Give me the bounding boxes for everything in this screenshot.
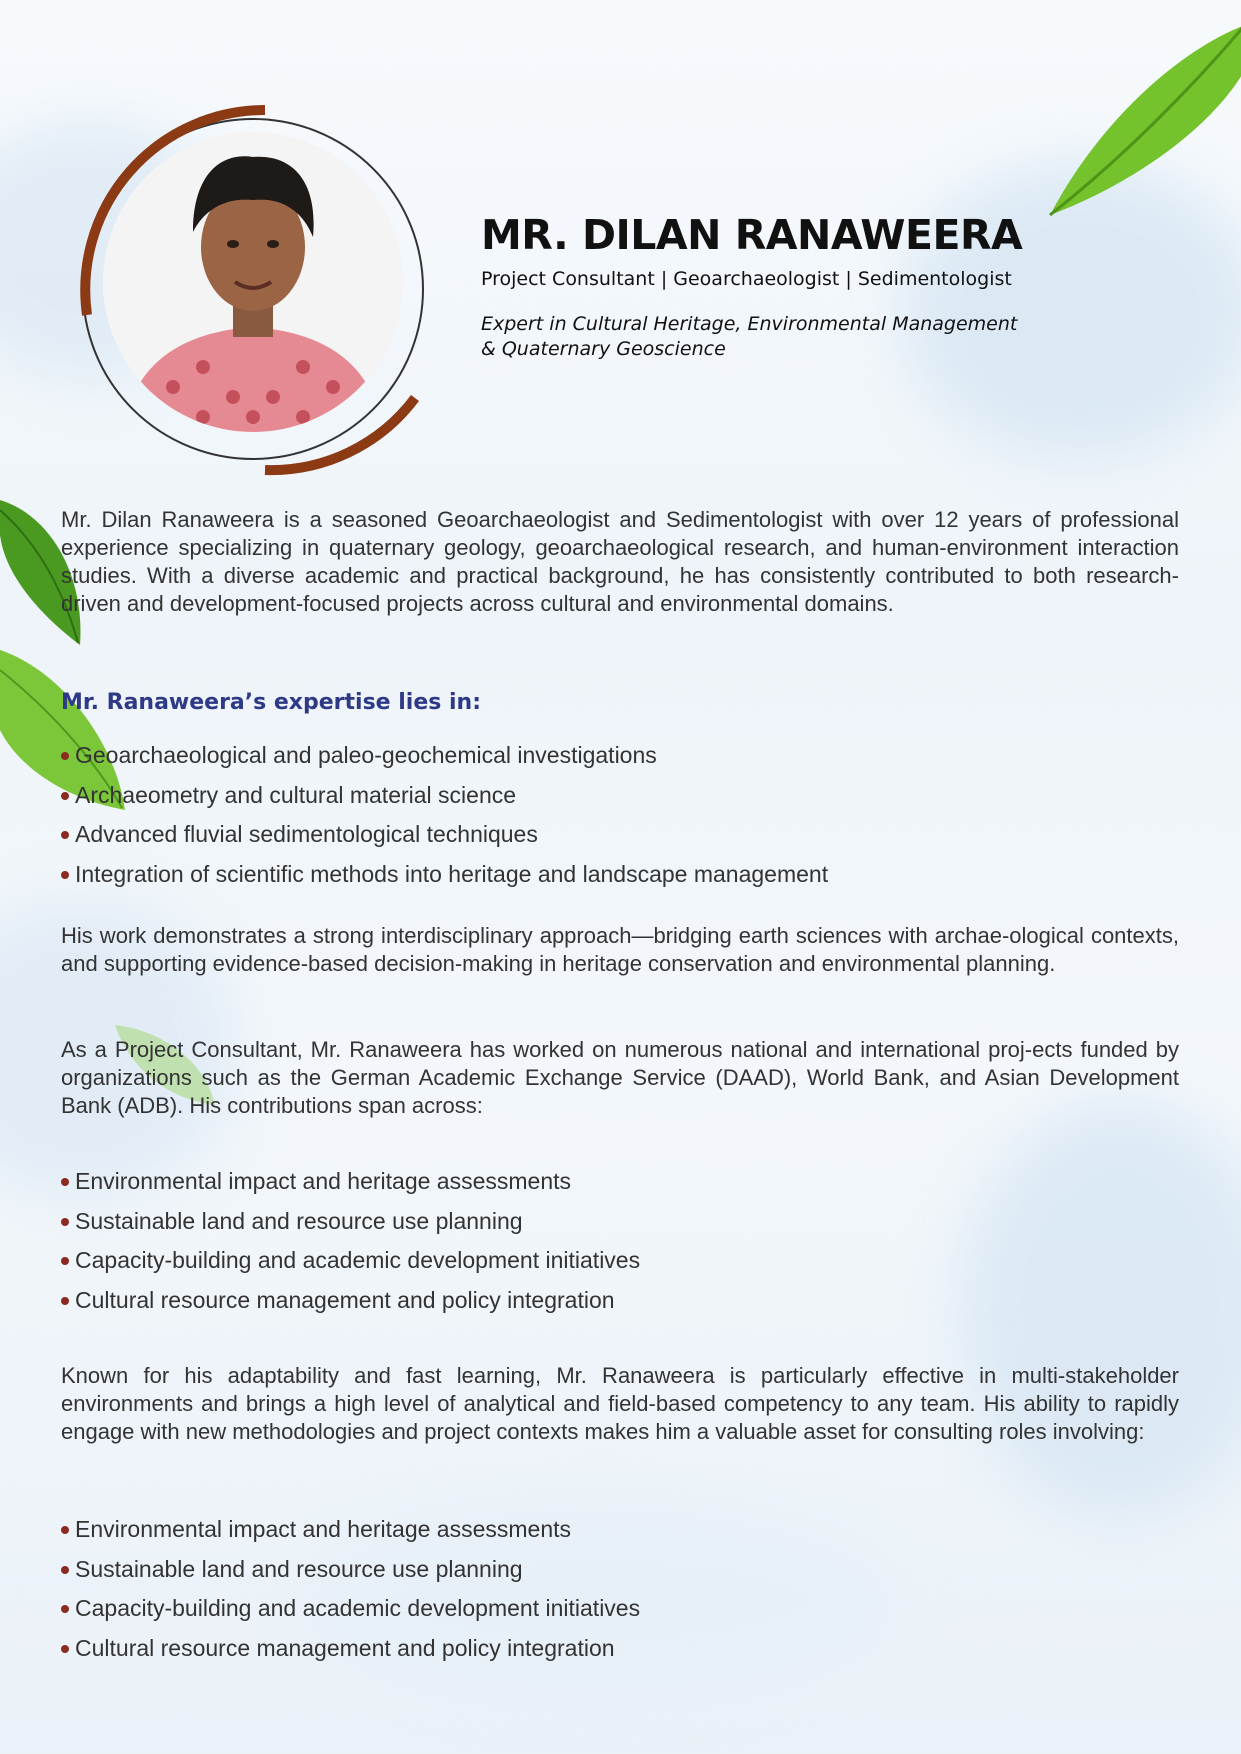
profile-header [481, 210, 1081, 362]
list-item: Geoarchaeological and paleo-geochemical investigations [61, 736, 1179, 776]
consultant-paragraph: As a Project Consultant, Mr. Ranaweera has worked on numerous national and international proj-ects funded by organizations such as the German Academic Exchange Service (DAAD), World Bank, and Asian Development Bank (ADB). His contributions span across: [61, 1037, 1179, 1118]
list-item: Integration of scientific methods into heritage and landscape management [61, 855, 1179, 895]
person-roles: Project Consultant | Geoarchaeologist | Sedimentologist [481, 268, 1012, 290]
list-item: Environmental impact and heritage assessments [61, 1162, 1179, 1202]
profile-photo [103, 132, 403, 432]
expertise-list-wrap [61, 736, 1179, 894]
intro-paragraph: Mr. Dilan Ranaweera is a seasoned Geoarchaeologist and Sedimentologist with over 12 years of professional experience specializing in quaternary geology, geoarchaeological research, and human-environment interaction studies. With a diverse academic and practical background, he has consistently contributed to both research-driven and development-focused projects across cultural and environmental domains. [61, 507, 1179, 616]
adaptability-paragraph: Known for his adaptability and fast learning, Mr. Ranaweera is particularly effective in multi-stakeholder environments and brings a high level of analytical and field-based competency to any team. His ability to rapidly engage with new methodologies and project contexts makes him a valuable asset for consulting roles involving: [61, 1363, 1179, 1444]
adaptability-section [61, 1362, 1179, 1446]
list-item: Capacity-building and academic development initiatives [61, 1241, 1179, 1281]
person-tagline [481, 312, 1081, 362]
expertise-list [61, 736, 1179, 894]
list-item: Sustainable land and resource use planning [61, 1550, 1179, 1590]
person-name: MR. DILAN RANAWEERA [481, 211, 1023, 259]
tagline-line-2: & Quaternary Geoscience [481, 338, 726, 360]
list-item: Capacity-building and academic development initiatives [61, 1589, 1179, 1629]
list-item: Advanced fluvial sedimentological techniques [61, 815, 1179, 855]
list-item: Cultural resource management and policy integration [61, 1629, 1179, 1669]
list-item: Sustainable land and resource use planning [61, 1202, 1179, 1242]
leaf-top-right [1030, 10, 1241, 240]
expertise-heading-wrap [61, 690, 1179, 715]
approach-paragraph: His work demonstrates a strong interdisciplinary approach—bridging earth sciences with archae-ological contexts, and supporting evidence-based decision-making in heritage conservation and environmental planning. [61, 923, 1179, 976]
person-avatar-icon [103, 132, 403, 432]
consulting-roles-list-wrap [61, 1510, 1179, 1668]
intro-section [61, 506, 1179, 618]
tagline-line-1: Expert in Cultural Heritage, Environmental Management [481, 313, 1018, 335]
list-item: Environmental impact and heritage assessments [61, 1510, 1179, 1550]
portrait-frame [75, 100, 455, 480]
contributions-list-wrap [61, 1162, 1179, 1320]
consulting-roles-list [61, 1510, 1179, 1668]
list-item: Archaeometry and cultural material science [61, 776, 1179, 816]
approach-section [61, 922, 1179, 978]
list-item: Cultural resource management and policy integration [61, 1281, 1179, 1321]
consultant-section [61, 1036, 1179, 1120]
contributions-list [61, 1162, 1179, 1320]
expertise-heading: Mr. Ranaweera’s expertise lies in: [61, 690, 482, 715]
